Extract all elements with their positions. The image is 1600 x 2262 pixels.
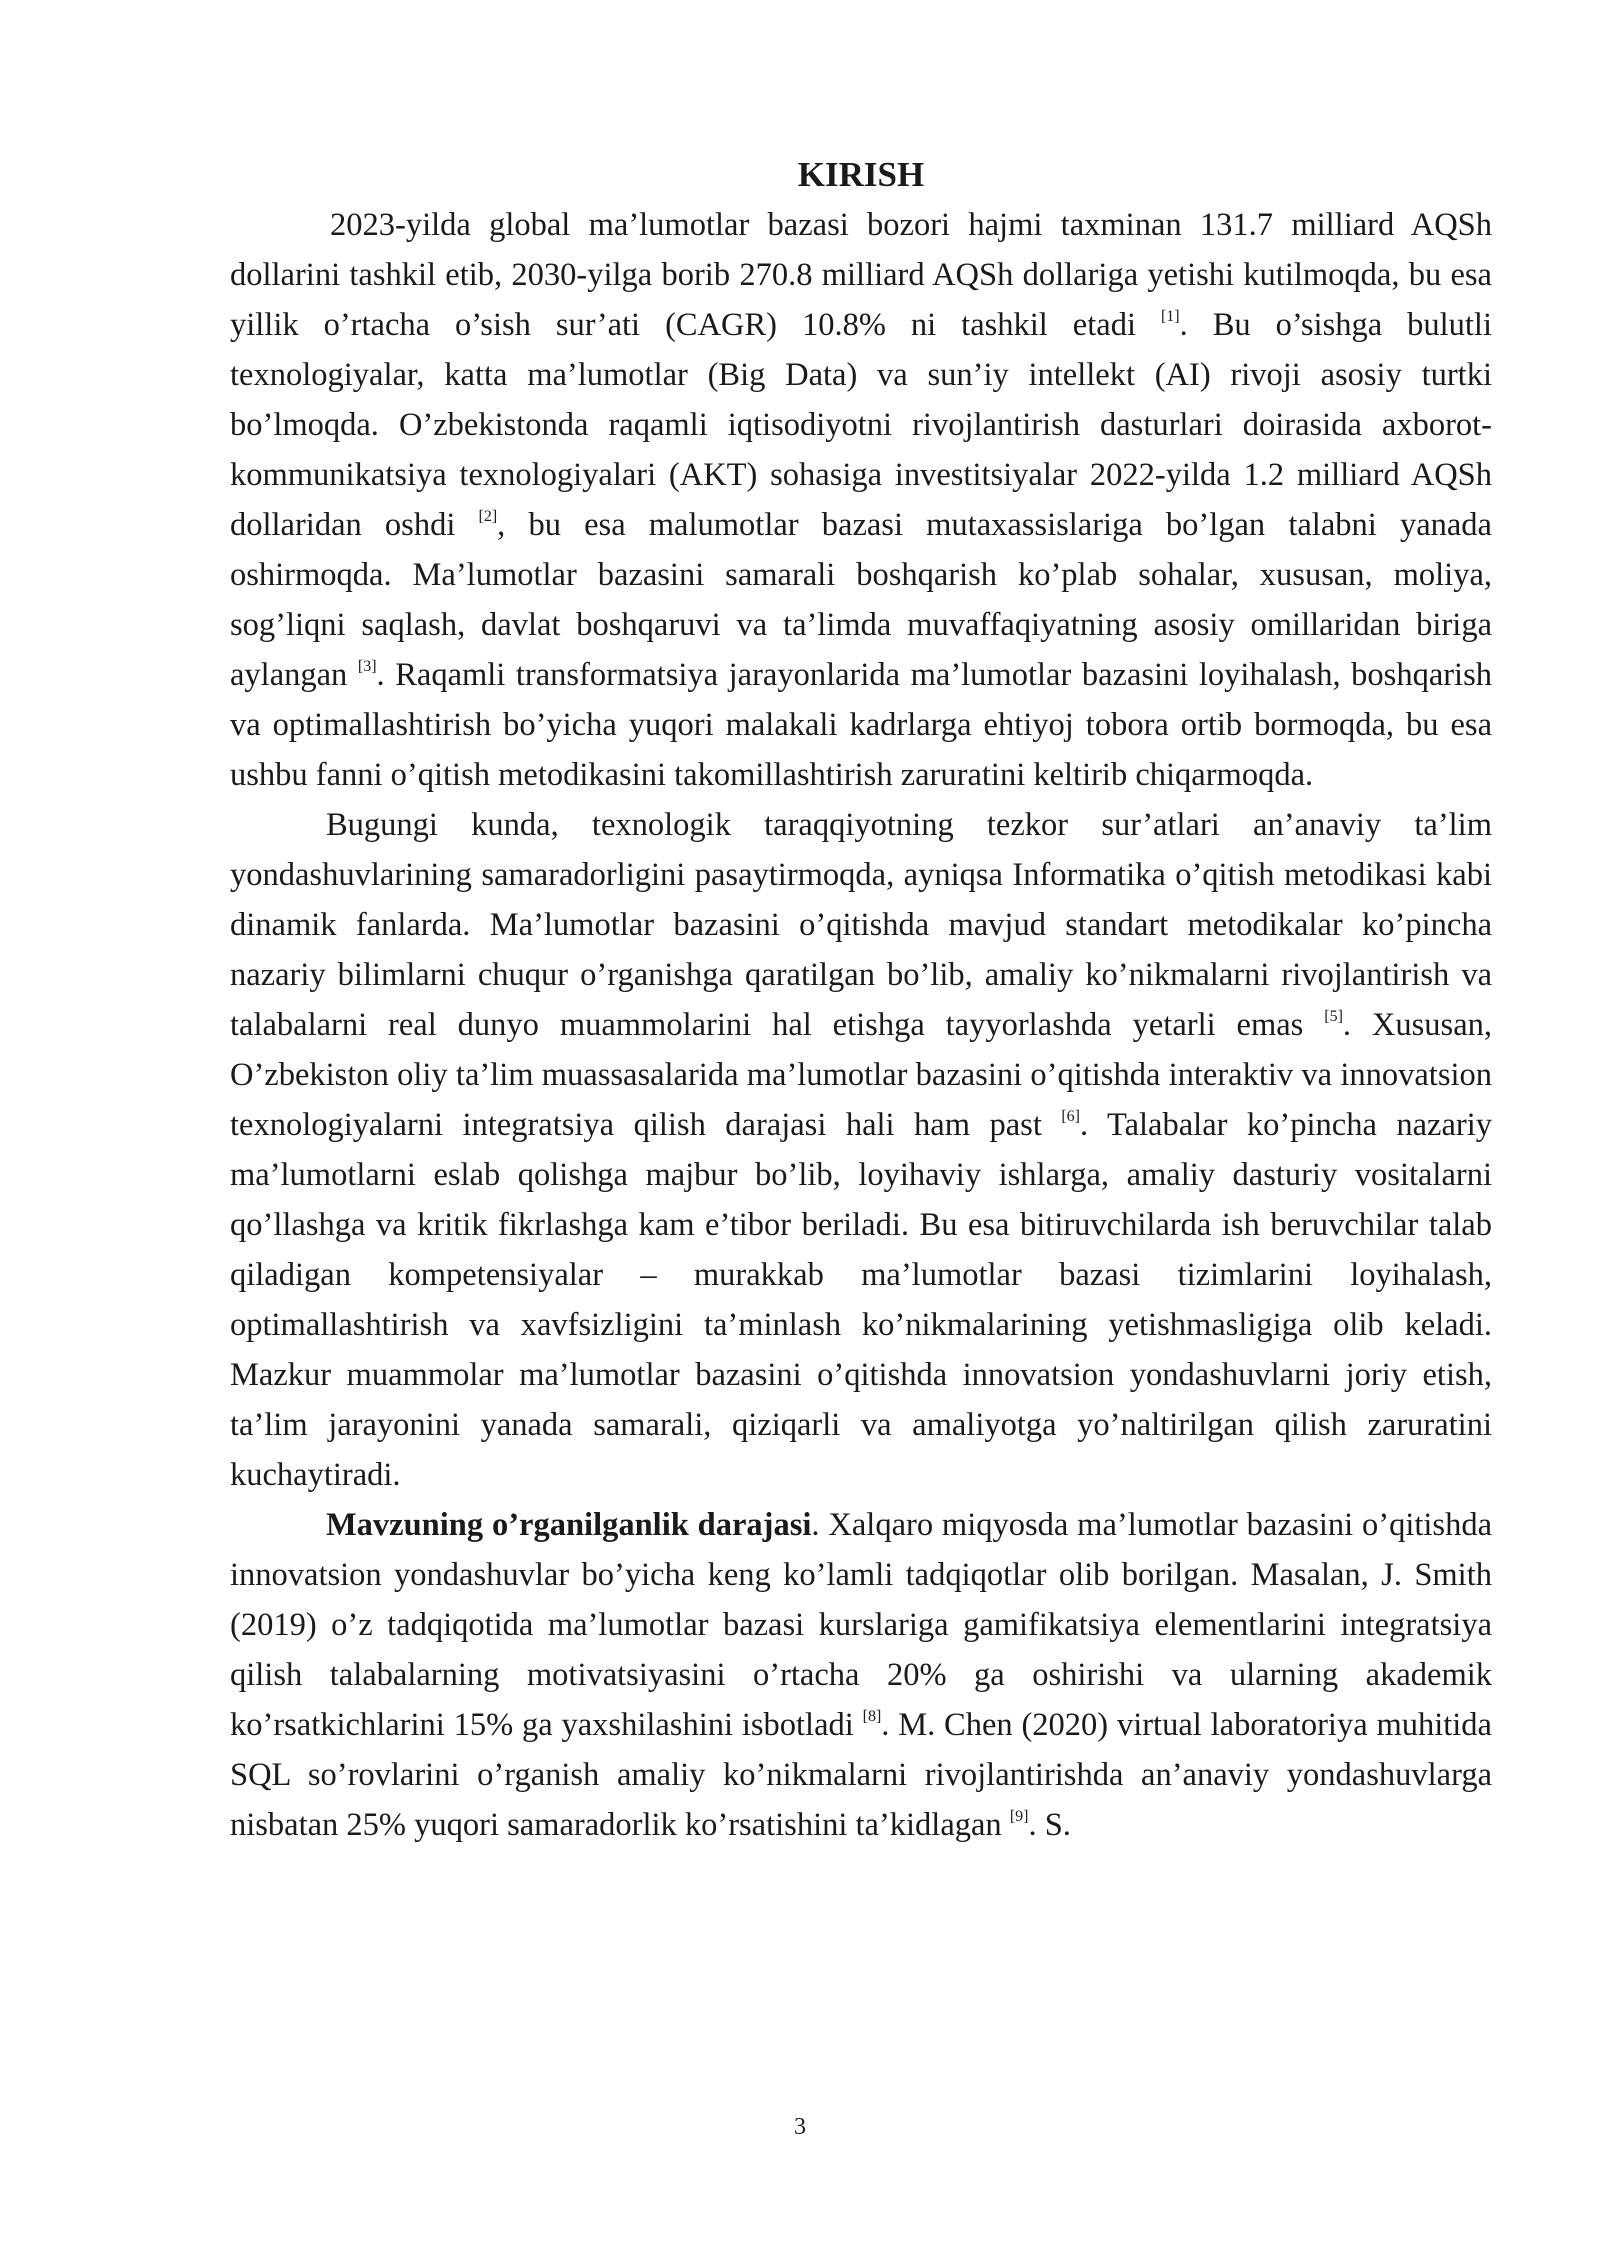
text-segment: . Xalqaro miqyosda ma’lumotlar bazasini o’qitishda innovatsion yondashuvlar bo’yicha keng ko’lamli tadqiqotlar olib borilgan. Masalan, J. Smith (2019) o’z tadqiqotida ma’lumotlar bazasi kurslariga gamifikatsiya elementlarini integratsiya qilish talabalarning motivatsiyasini o’rtacha 20% ga oshirishi va ularning akademik ko’rsatkichlarini 15% ga yaxshilashini isbotladi (230, 1507, 1492, 1743)
citation-ref-1: [1] (1160, 308, 1180, 325)
paragraph-heading: Mavzuning o’rganilganlik darajasi (326, 1507, 812, 1543)
citation-ref-9: [9] (1009, 1808, 1029, 1825)
text-segment: . S. (1028, 1807, 1071, 1843)
paragraph-literature (230, 1500, 1492, 1850)
text-segment: . Xususan, O’zbekiston oliy ta’lim muassasalarida ma’lumotlar bazasini o’qitishda interaktiv va innovatsion texnologiyalarni integratsiya qilish darajasi hali ham past (230, 1007, 1492, 1143)
text-segment: Bugungi kunda, texnologik taraqqiyotning tezkor sur’atlari an’anaviy ta’lim yondashuvlarining samaradorligini pasaytirmoqda, ayniqsa Informatika o’qitish metodikasi kabi dinamik fanlarda. Ma’lumotlar bazasini o’qitishda mavjud standart metodikalar ko’pincha nazariy bilimlarni chuqur o’rganishga qaratilgan bo’lib, amaliy ko’nikmalarni rivojlantirish va talabalarni real dunyo muammolarini hal etishga tayyorlashda yetarli emas (230, 807, 1492, 1043)
document-page (230, 150, 1492, 1850)
text-segment: . Bu o’sishga bulutli texnologiyalar, katta ma’lumotlar (Big Data) va sun’iy intellekt (AI) rivoji asosiy turtki bo’lmoqda. O’zbekistonda raqamli iqtisodiyotni rivojlantirish dasturlari doirasida axborot-kommunikatsiya texnologiyalari (AKT) sohasiga investitsiyalar 2022-yilda 1.2 milliard AQSh dollaridan oshdi (230, 307, 1492, 543)
text-segment: , bu esa malumotlar bazasi mutaxassislariga bo’lgan talabni yanada oshirmoqda. Ma’lumotlar bazasini samarali boshqarish ko’plab sohalar, xususan, moliya, sog’liqni saqlash, davlat boshqaruvi va ta’limda muvaffaqiyatning asosiy omillaridan biriga aylangan (230, 507, 1492, 693)
citation-ref-5: [5] (1324, 1008, 1343, 1025)
page-number: 3 (794, 2114, 806, 2140)
citation-ref-8: [8] (862, 1708, 882, 1725)
text-segment: . Raqamli transformatsiya jarayonlarida ma’lumotlar bazasini loyihalash, boshqarish va optimallashtirish bo’yicha yuqori malakali kadrlarga ehtiyoj tobora ortib bormoqda, bu esa ushbu fanni o’qitish metodikasini takomillashtirish zaruratini keltirib chiqarmoqda. (230, 657, 1492, 793)
citation-ref-6: [6] (1061, 1108, 1080, 1125)
citation-ref-3: [3] (357, 658, 377, 675)
paragraph-problem (230, 800, 1492, 1500)
text-segment: . Talabalar ko’pincha nazariy ma’lumotlarni eslab qolishga majbur bo’lib, loyihaviy ishlarga, amaliy dasturiy vositalarni qo’llashga va kritik fikrlashga kam e’tibor beriladi. Bu esa bitiruvchilarda ish beruvchilar talab qiladigan kompetensiyalar – murakkab ma’lumotlar bazasi tizimlarini loyihalash, optimallashtirish va xavfsizligini ta’minlash ko’nikmalarining yetishmasligiga olib keladi. Mazkur muammolar ma’lumotlar bazasini o’qitishda innovatsion yondashuvlarni joriy etish, ta’lim jarayonini yanada samarali, qiziqarli va amaliyotga yo’naltirilgan qilish zaruratini kuchaytiradi. (230, 1107, 1492, 1493)
text-segment: 2023-yilda global ma’lumotlar bazasi bozori hajmi taxminan 131.7 milliard AQSh dollarini tashkil etib, 2030-yilga borib 270.8 milliard AQSh dollariga yetishi kutilmoqda, bu esa yillik o’rtacha o’sish sur’ati (CAGR) 10.8% ni tashkil etadi (230, 207, 1492, 343)
citation-ref-2: [2] (478, 508, 498, 525)
paragraph-intro (230, 200, 1492, 800)
text-segment: . M. Chen (2020) virtual laboratoriya muhitida SQL so’rovlarini o’rganish amaliy ko’nikmalarni rivojlantirishda an’anaviy yondashuvlarga nisbatan 25% yuqori samaradorlik ko’rsatishini ta’kidlagan (230, 1707, 1492, 1843)
section-title: KIRISH (797, 155, 925, 194)
